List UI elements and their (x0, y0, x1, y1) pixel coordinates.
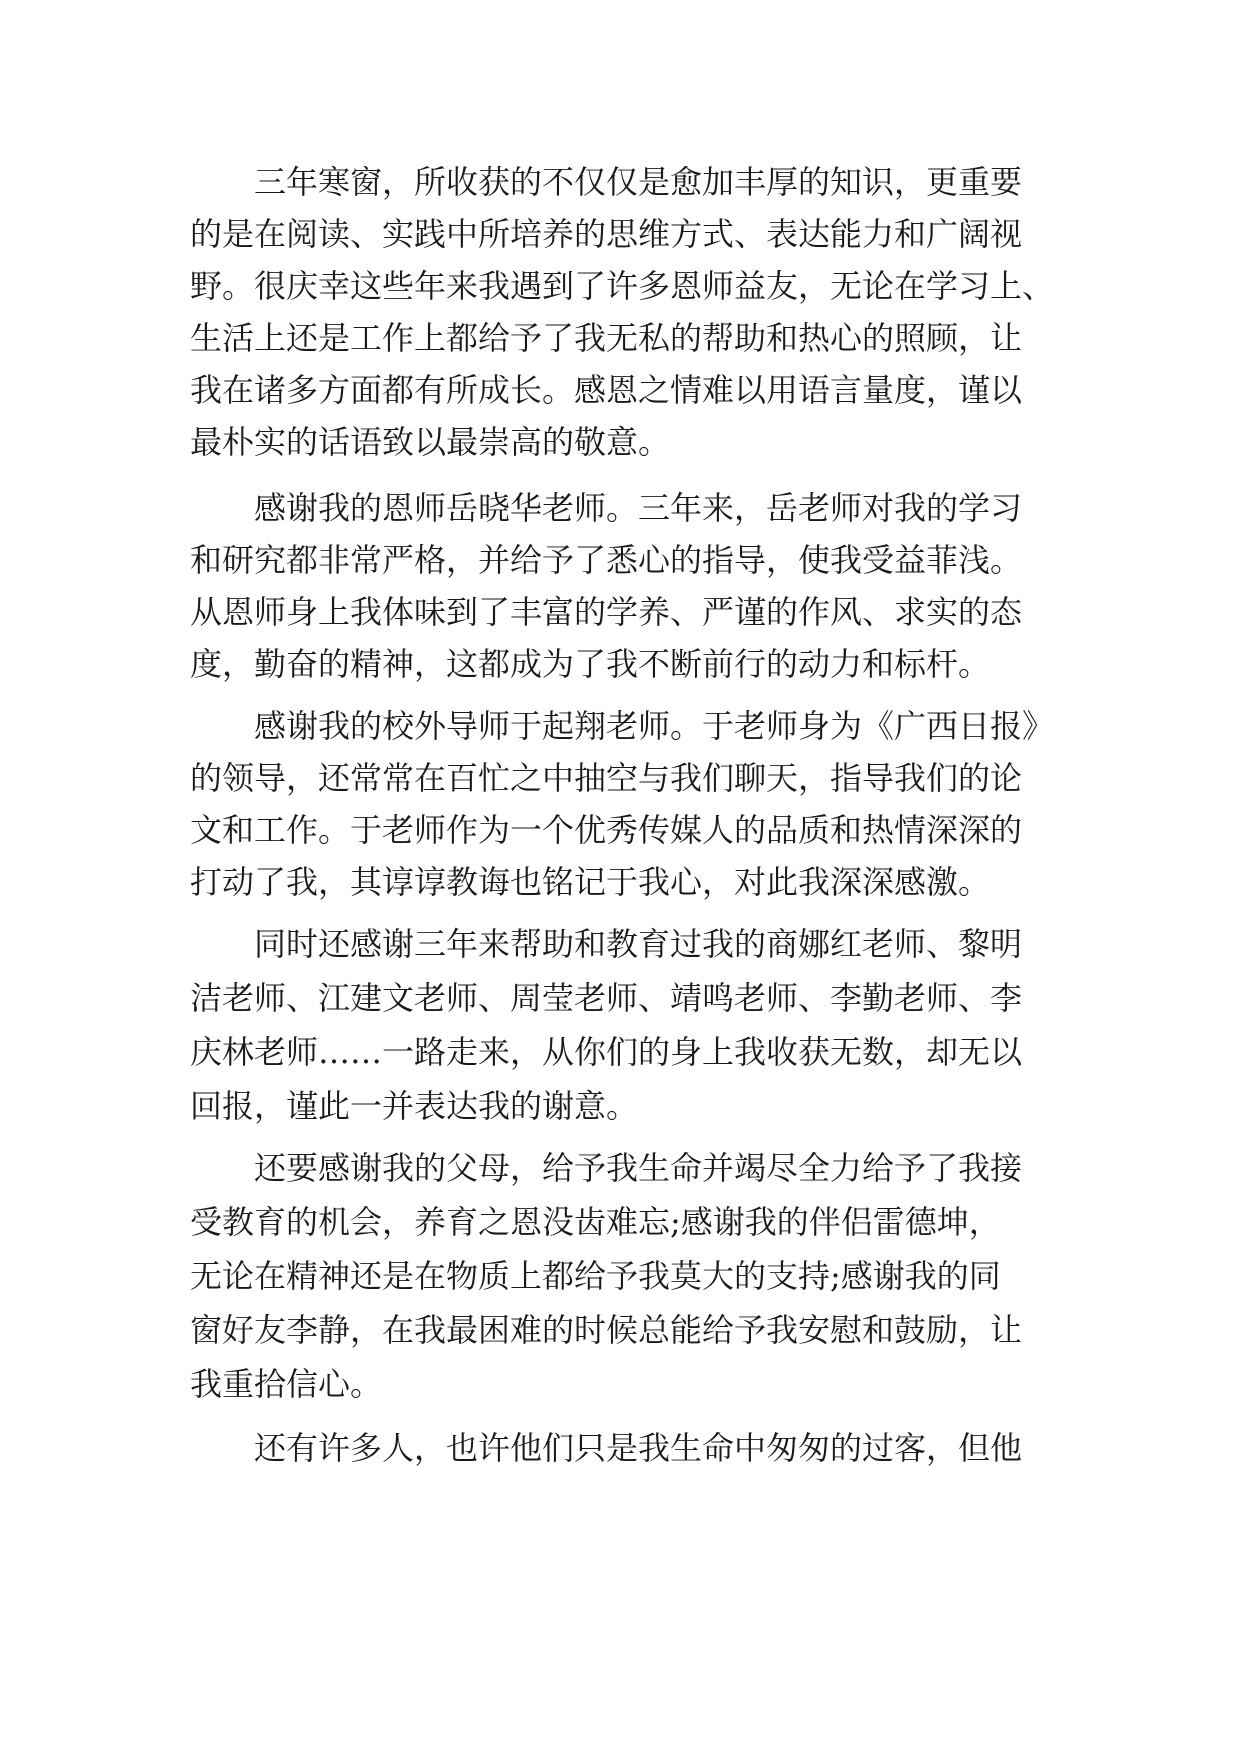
paragraph-5-line-5: 我重拾信心。 (190, 1365, 383, 1403)
paragraph-1-line-1: 三年寒窗，所收获的不仅仅是愈加丰厚的知识，更重要 (254, 163, 1023, 201)
paragraph-1-line-2: 的是在阅读、实践中所培养的思维方式、表达能力和广阔视 (190, 215, 1023, 253)
paragraph-3-line-1: 感谢我的校外导师于起翔老师。于老师身为《广西日报》 (254, 707, 1055, 745)
paragraph-4-line-1: 同时还感谢三年来帮助和教育过我的商娜红老师、黎明 (254, 925, 1023, 963)
paragraph-3-line-3: 文和工作。于老师作为一个优秀传媒人的品质和热情深深的 (190, 811, 1023, 849)
paragraph-4-line-2: 洁老师、江建文老师、周莹老师、靖鸣老师、李勤老师、李 (190, 979, 1023, 1017)
paragraph-2-line-1: 感谢我的恩师岳晓华老师。三年来，岳老师对我的学习 (254, 489, 1023, 527)
paragraph-1-line-3: 野。很庆幸这些年来我遇到了许多恩师益友，无论在学习上、 (190, 267, 1055, 305)
paragraph-2-line-2: 和研究都非常严格，并给予了悉心的指导，使我受益菲浅。 (190, 541, 1023, 579)
paragraph-2-line-3: 从恩师身上我体味到了丰富的学养、严谨的作风、求实的态 (190, 593, 1023, 631)
paragraph-3-line-4: 打动了我，其谆谆教诲也铭记于我心，对此我深深感激。 (190, 863, 991, 901)
paragraph-5-line-3: 无论在精神还是在物质上都给予我莫大的支持;感谢我的同 (190, 1257, 1001, 1295)
paragraph-5-line-2: 受教育的机会，养育之恩没齿难忘;感谢我的伴侣雷德坤， (190, 1203, 1001, 1241)
paragraph-5-line-1: 还要感谢我的父母，给予我生命并竭尽全力给予了我接 (254, 1149, 1023, 1187)
paragraph-3-line-2: 的领导，还常常在百忙之中抽空与我们聊天，指导我们的论 (190, 759, 1023, 797)
paragraph-1-line-4: 生活上还是工作上都给予了我无私的帮助和热心的照顾，让 (190, 319, 1023, 357)
paragraph-4-line-3: 庆林老师……一路走来，从你们的身上我收获无数，却无以 (190, 1033, 1023, 1071)
paragraph-1-line-6: 最朴实的话语致以最崇高的敬意。 (190, 423, 671, 461)
paragraph-5-line-4: 窗好友李静，在我最困难的时候总能给予我安慰和鼓励，让 (190, 1311, 1023, 1349)
paragraph-6-line-1: 还有许多人，也许他们只是我生命中匆匆的过客，但他 (254, 1429, 1023, 1467)
paragraph-1-line-5: 我在诸多方面都有所成长。感恩之情难以用语言量度，谨以 (190, 371, 1023, 409)
paragraph-4-line-4: 回报，谨此一并表达我的谢意。 (190, 1087, 639, 1125)
paragraph-2-line-4: 度，勤奋的精神，这都成为了我不断前行的动力和标杆。 (190, 645, 991, 683)
